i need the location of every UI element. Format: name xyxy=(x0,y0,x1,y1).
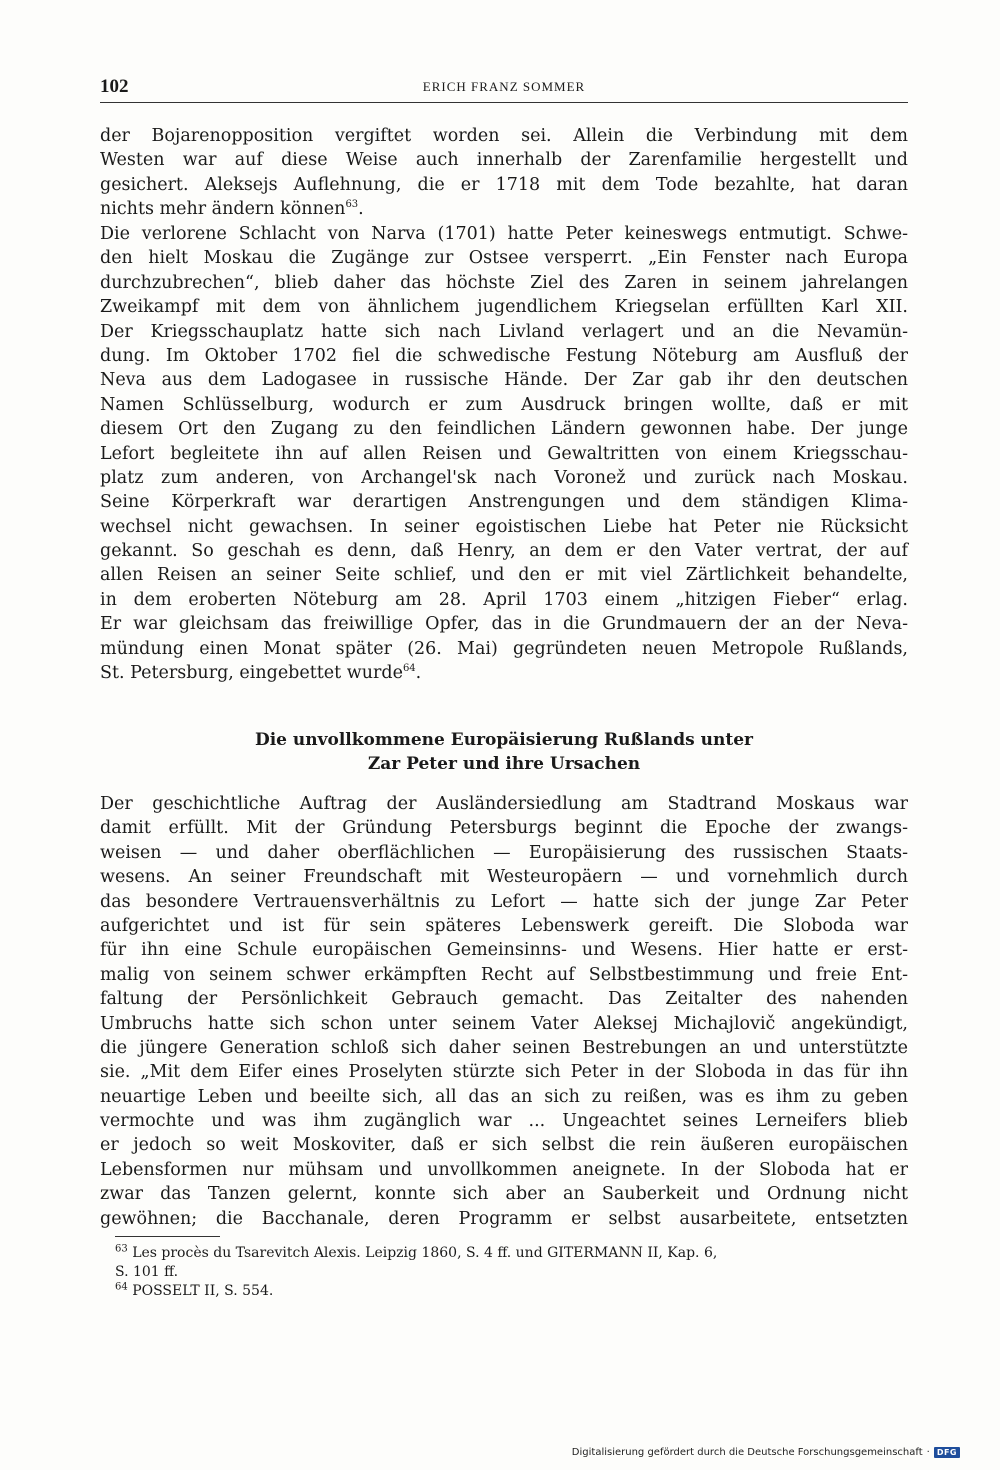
text-line: faltung der Persönlichkeit Gebrauch gemacht. Das Zeitalter des nahenden xyxy=(100,989,908,1010)
text-line: malig von seinem schwer erkämpften Recht auf Selbstbestimmung und freie Ent- xyxy=(100,964,908,985)
footnote-text: Les procès du Tsarevitch Alexis. Leipzig 1860, S. 4 ff. und GITERMANN II, Kap. 6, xyxy=(132,1245,718,1261)
text-line: Neva aus dem Ladogasee in russische Hände. Der Zar gab ihr den deutschen xyxy=(100,370,908,391)
digitization-credit xyxy=(572,1447,960,1458)
text-line: nichts mehr ändern können$^{63}$. xyxy=(100,199,364,220)
text-line: weisen — und daher oberflächlichen — Europäisierung des russischen Staats- xyxy=(100,842,908,863)
footnote-rule xyxy=(115,1236,220,1237)
page-number: 102 xyxy=(100,76,129,97)
text-line: das besondere Vertrauensverhältnis zu Lefort — hatte sich der junge Zar Peter xyxy=(100,891,908,912)
section-heading xyxy=(100,728,908,776)
dfg-logo-icon: DFG xyxy=(934,1447,960,1458)
text-line: platz zum anderen, von Archangel'sk nach Voronež und zurück nach Moskau. xyxy=(100,467,908,488)
text-line: sie. „Mit dem Eifer eines Proselyten stürzte sich Peter in der Sloboda in das für ihn xyxy=(100,1062,908,1083)
text-line: Westen war auf diese Weise auch innerhalb der Zarenfamilie hergestellt und xyxy=(100,150,908,171)
text-line: die jüngere Generation schloß sich daher seinen Bestrebungen an und unterstützte xyxy=(100,1037,908,1058)
footnote-ref-63: 63 xyxy=(345,199,359,211)
paragraph-1 xyxy=(100,124,908,222)
text-line: damit erfüllt. Mit der Gründung Petersburgs beginnt die Epoche der zwangs- xyxy=(100,818,908,839)
text-line: gekannt. So geschah es denn, daß Henry, an dem er den Vater vertrat, der auf xyxy=(100,541,908,562)
text-line: Der geschichtliche Auftrag der Ausländersiedlung am Stadtrand Moskaus war xyxy=(100,794,908,814)
section-heading-line-1: Die unvollkommene Europäisierung Rußlands unter xyxy=(254,730,754,750)
text-line: Umbruchs hatte sich schon unter seinem Vater Aleksej Michajlovič angekündigt, xyxy=(100,1013,908,1034)
text-line: diesem Ort den Zugang zu den feindlichen Ländern gewonnen habe. Der junge xyxy=(100,419,908,440)
text-line: für ihn eine Schule europäischen Gemeinsinns- und Wesens. Hier hatte er erst- xyxy=(100,940,908,961)
text-line: mündung einen Monat später (26. Mai) gegründeten neuen Metropole Rußlands, xyxy=(100,638,908,659)
text-line: wechsel nicht gewachsen. In seiner egoistischen Liebe hat Peter nie Rücksicht xyxy=(100,516,908,537)
page-header xyxy=(100,76,908,100)
footnote-marker: 63 xyxy=(115,1243,128,1255)
text-line: Er war gleichsam das freiwillige Opfer, das in die Grundmauern der an der Neva- xyxy=(100,614,908,635)
text-line: der Bojarenopposition vergiftet worden sei. Allein die Verbindung mit dem xyxy=(100,126,908,146)
footnote-marker: 64 xyxy=(115,1281,128,1293)
section-heading-line-2: Zar Peter und ihre Ursachen xyxy=(367,754,641,774)
paragraph-3 xyxy=(100,792,908,1231)
footnote-64 xyxy=(115,1282,905,1301)
text-line: er jedoch so weit Moskoviter, daß er sich selbst die rein äußeren europäischen xyxy=(100,1135,908,1156)
text-line: Die verlorene Schlacht von Narva (1701) hatte Peter keineswegs entmutigt. Schwe- xyxy=(100,224,908,244)
text-line-content: nichts mehr ändern können xyxy=(100,199,346,220)
text-line: Namen Schlüsselburg, wodurch er zum Ausdruck bringen wollte, daß er mit xyxy=(100,394,908,415)
separator-dot: · xyxy=(926,1447,930,1458)
credit-text: Digitalisierung gefördert durch die Deutsche Forschungsgemeinschaft xyxy=(571,1447,923,1458)
text-line: Zweikampf mit dem von ähnlichem jugendlichem Kriegselan erfüllten Karl XII. xyxy=(100,297,908,318)
text-line: gesichert. Aleksejs Auflehnung, die er 1718 mit dem Tode bezahlte, hat daran xyxy=(100,174,908,195)
footnote-63 xyxy=(115,1244,905,1263)
text-line-content: St. Petersburg, eingebettet wurde xyxy=(100,663,403,684)
text-line: Der Kriegsschauplatz hatte sich nach Livland verlagert und an die Nevamün- xyxy=(100,321,908,342)
text-line: allen Reisen an seiner Seite schlief, und den er mit viel Zärtlichkeit behandelte, xyxy=(100,565,908,586)
text-line: Seine Körperkraft war derartigen Anstrengungen und dem ständigen Klima- xyxy=(100,492,908,513)
text-line: durchzubrechen“, blieb daher das höchste Ziel des Zaren in seinem jahrelangen xyxy=(100,272,908,293)
footnote-63-continued: S. 101 ff. xyxy=(115,1264,179,1280)
paragraph-2 xyxy=(100,222,908,685)
text-line: Lefort begleitete ihn auf allen Reisen und Gewaltritten von einem Kriegsschau- xyxy=(100,443,908,464)
text-line: den hielt Moskau die Zugänge zur Ostsee versperrt. „Ein Fenster nach Europa xyxy=(100,248,908,269)
text-line: neuartige Leben und beeilte sich, all das an sich zu reißen, was es ihm zu geben xyxy=(100,1086,908,1107)
text-line: aufgerichtet und ist für sein späteres Lebenswerk gereift. Die Sloboda war xyxy=(100,915,908,936)
footnotes xyxy=(115,1244,905,1301)
text-line: St. Petersburg, eingebettet wurde$^{64}$. xyxy=(100,663,422,684)
text-line: Lebensformen nur mühsam und unvollkommen aneignete. In der Sloboda hat er xyxy=(100,1159,908,1180)
text-line: wesens. An seiner Freundschaft mit Westeuropäern — und vornehmlich durch xyxy=(100,867,908,888)
text-line: gewöhnen; die Bacchanale, deren Programm er selbst ausarbeitete, entsetzten xyxy=(100,1208,908,1229)
footnote-text: POSSELT II, S. 554. xyxy=(132,1283,274,1299)
header-rule xyxy=(100,102,908,103)
footnote-ref-64: 64 xyxy=(402,663,416,675)
text-line: zwar das Tanzen gelernt, konnte sich aber an Sauberkeit und Ordnung nicht xyxy=(100,1184,908,1205)
text-line: dung. Im Oktober 1702 fiel die schwedische Festung Nöteburg am Ausfluß der xyxy=(100,345,908,366)
text-line: in dem eroberten Nöteburg am 28. April 1703 einem „hitzigen Fieber“ erlag. xyxy=(100,589,908,610)
text-line: vermochte und was ihm zugänglich war ... Ungeachtet seines Lerneifers blieb xyxy=(100,1111,908,1132)
running-head: ERICH FRANZ SOMMER xyxy=(422,79,586,94)
